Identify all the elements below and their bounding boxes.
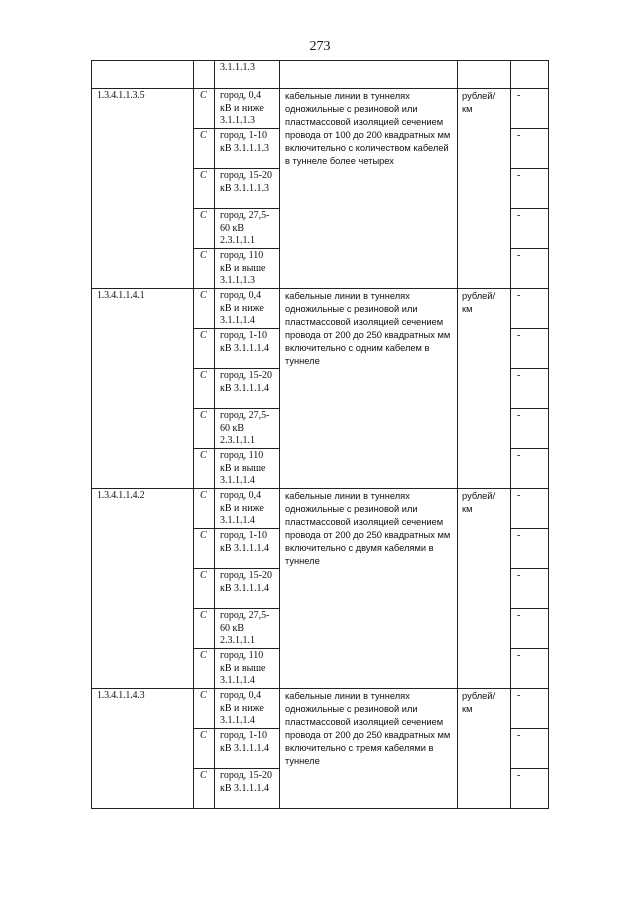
category-cell: С [194, 449, 215, 489]
value-cell: - [511, 129, 549, 169]
unit-cell [458, 61, 511, 89]
category-cell: С [194, 89, 215, 129]
value-cell: - [511, 489, 549, 529]
unit-cell: рублей/ км [458, 689, 511, 809]
category-cell: С [194, 409, 215, 449]
city-cell: город, 110 кВ и выше 3.1.1.1.4 [215, 649, 280, 689]
value-cell: - [511, 329, 549, 369]
unit-cell: рублей/ км [458, 89, 511, 289]
category-cell: С [194, 569, 215, 609]
page-number: 273 [309, 39, 331, 54]
city-cell: город, 0,4 кВ и ниже 3.1.1.1.4 [215, 489, 280, 529]
city-cell: город, 0,4 кВ и ниже 3.1.1.1.3 [215, 89, 280, 129]
category-cell: С [194, 609, 215, 649]
description-cell: кабельные линии в туннелях одножильные с резиновой или пластмассовой изоляцией сечением провода от 200 до 250 квадратных мм включительно с одним кабелем в туннеле [280, 289, 458, 489]
description-cell [280, 61, 458, 89]
value-cell: - [511, 529, 549, 569]
value-cell: - [511, 689, 549, 729]
city-cell: город, 110 кВ и выше 3.1.1.1.3 [215, 249, 280, 289]
code-cell: 1.3.4.1.1.4.3 [92, 689, 194, 809]
table-row [92, 89, 549, 129]
city-cell: город, 15-20 кВ 3.1.1.1.4 [215, 769, 280, 809]
code-cell: 1.3.4.1.1.3.5 [92, 89, 194, 289]
category-cell: С [194, 769, 215, 809]
city-cell: город, 1-10 кВ 3.1.1.1.4 [215, 529, 280, 569]
value-cell: - [511, 249, 549, 289]
value-cell: - [511, 729, 549, 769]
category-cell: С [194, 329, 215, 369]
value-cell: - [511, 369, 549, 409]
table-row [92, 289, 549, 329]
category-cell: С [194, 529, 215, 569]
description-cell: кабельные линии в туннелях одножильные с резиновой или пластмассовой изоляцией сечением провода от 100 до 200 квадратных мм включительно с количеством кабелей в туннеле более четырех [280, 89, 458, 289]
category-cell: С [194, 289, 215, 329]
city-cell: город, 0,4 кВ и ниже 3.1.1.1.4 [215, 289, 280, 329]
category-cell: С [194, 489, 215, 529]
value-cell [511, 61, 549, 89]
code-cell: 1.3.4.1.1.4.1 [92, 289, 194, 489]
city-cell: город, 1-10 кВ 3.1.1.1.3 [215, 129, 280, 169]
category-cell: С [194, 249, 215, 289]
unit-cell: рублей/ км [458, 489, 511, 689]
city-cell: 3.1.1.1.3 [215, 61, 280, 89]
rates-table-body [92, 61, 549, 809]
unit-cell: рублей/ км [458, 289, 511, 489]
city-cell: город, 27,5-60 кВ 2.3.1.1.1 [215, 609, 280, 649]
category-cell: С [194, 209, 215, 249]
description-cell: кабельные линии в туннелях одножильные с резиновой или пластмассовой изоляцией сечением провода от 200 до 250 квадратных мм включительно с тремя кабелями в туннеле [280, 689, 458, 809]
city-cell: город, 15-20 кВ 3.1.1.1.3 [215, 169, 280, 209]
city-cell: город, 110 кВ и выше 3.1.1.1.4 [215, 449, 280, 489]
value-cell: - [511, 609, 549, 649]
value-cell: - [511, 409, 549, 449]
description-cell: кабельные линии в туннелях одножильные с резиновой или пластмассовой изоляцией сечением провода от 200 до 250 квадратных мм включительно с двумя кабелями в туннеле [280, 489, 458, 689]
category-cell: С [194, 169, 215, 209]
category-cell [194, 61, 215, 89]
category-cell: С [194, 369, 215, 409]
category-cell: С [194, 649, 215, 689]
value-cell: - [511, 569, 549, 609]
value-cell: - [511, 769, 549, 809]
value-cell: - [511, 209, 549, 249]
category-cell: С [194, 729, 215, 769]
city-cell: город, 27,5-60 кВ 2.3.1.1.1 [215, 209, 280, 249]
rates-table [91, 60, 549, 809]
value-cell: - [511, 289, 549, 329]
value-cell: - [511, 449, 549, 489]
city-cell: город, 15-20 кВ 3.1.1.1.4 [215, 369, 280, 409]
value-cell: - [511, 169, 549, 209]
city-cell: город, 1-10 кВ 3.1.1.1.4 [215, 729, 280, 769]
value-cell: - [511, 649, 549, 689]
category-cell: С [194, 129, 215, 169]
city-cell: город, 1-10 кВ 3.1.1.1.4 [215, 329, 280, 369]
category-cell: С [194, 689, 215, 729]
table-row [92, 689, 549, 729]
city-cell: город, 15-20 кВ 3.1.1.1.4 [215, 569, 280, 609]
city-cell: город, 27,5-60 кВ 2.3.1.1.1 [215, 409, 280, 449]
table-row [92, 489, 549, 529]
code-cell [92, 61, 194, 89]
value-cell: - [511, 89, 549, 129]
code-cell: 1.3.4.1.1.4.2 [92, 489, 194, 689]
city-cell: город, 0,4 кВ и ниже 3.1.1.1.4 [215, 689, 280, 729]
continuation-row [92, 61, 549, 89]
